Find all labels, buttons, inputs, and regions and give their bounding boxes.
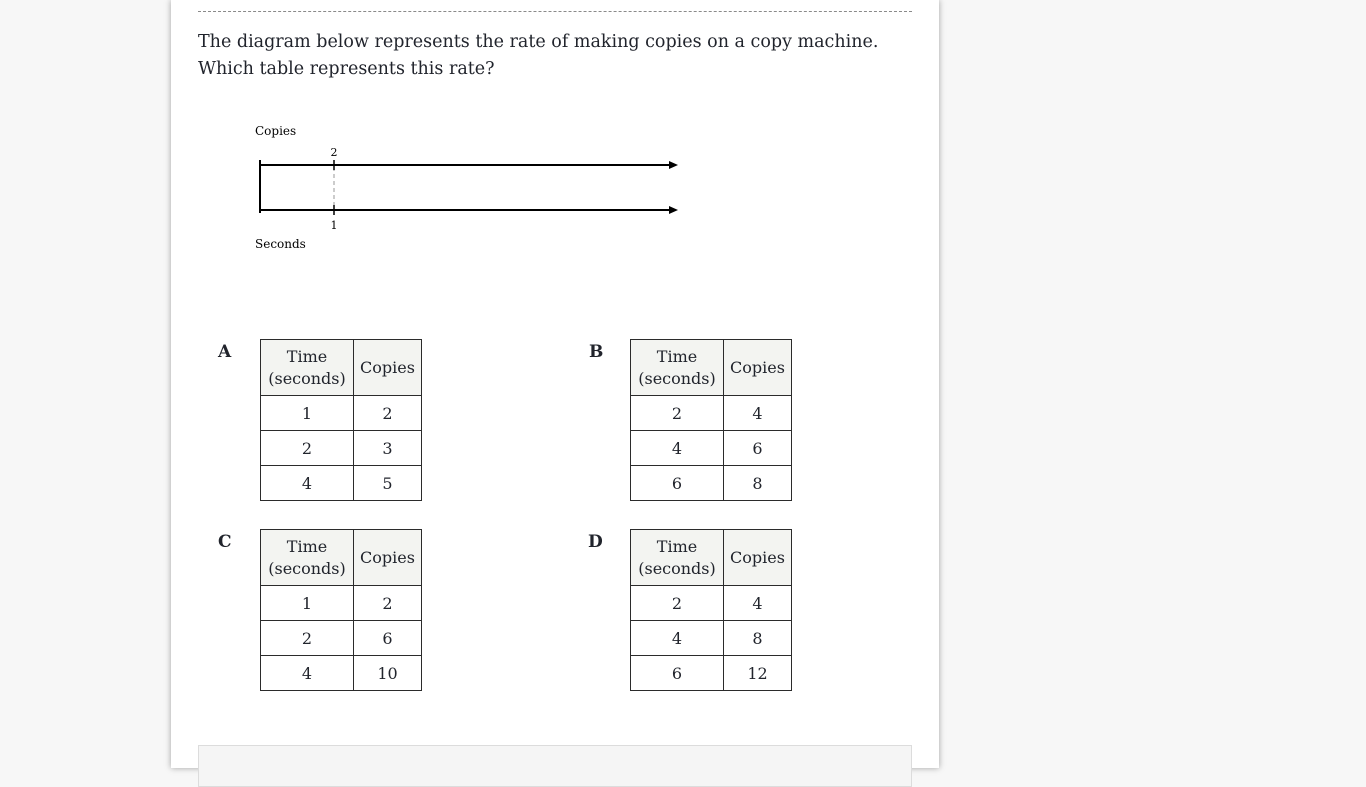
copies-cell: 6 [354, 621, 422, 656]
copies-cell: 4 [724, 396, 792, 431]
time-cell: 4 [631, 431, 724, 466]
header-copies: Copies [724, 530, 792, 586]
choice-b-table [630, 339, 792, 501]
time-cell: 2 [631, 396, 724, 431]
seconds-arrowhead [669, 206, 678, 214]
time-cell: 4 [261, 466, 354, 501]
copies-cell: 8 [724, 466, 792, 501]
table-row [261, 466, 422, 501]
time-cell: 4 [261, 656, 354, 691]
time-cell: 1 [261, 586, 354, 621]
copies-cell: 12 [724, 656, 792, 691]
copies-cell: 5 [354, 466, 422, 501]
copies-cell: 4 [724, 586, 792, 621]
header-copies: Copies [724, 340, 792, 396]
time-cell: 6 [631, 466, 724, 501]
table-row [261, 656, 422, 691]
table-row [631, 621, 792, 656]
header-copies: Copies [354, 530, 422, 586]
copies-cell: 8 [724, 621, 792, 656]
choice-c-table [260, 529, 422, 691]
header-copies: Copies [354, 340, 422, 396]
time-cell: 2 [631, 586, 724, 621]
time-cell: 2 [261, 431, 354, 466]
question-card [171, 0, 939, 768]
choice-d-letter: D [588, 532, 603, 552]
table-row [631, 431, 792, 466]
copies-cell: 10 [354, 656, 422, 691]
choice-a-table [260, 339, 422, 501]
copies-cell: 3 [354, 431, 422, 466]
time-cell: 1 [261, 396, 354, 431]
table-row [631, 396, 792, 431]
table-row [261, 431, 422, 466]
time-cell: 6 [631, 656, 724, 691]
choice-b-letter: B [589, 342, 604, 362]
answer-area[interactable] [198, 745, 912, 787]
choice-c-letter: C [218, 532, 232, 552]
diagram-bottom-label: Seconds [255, 237, 306, 251]
time-cell: 2 [261, 621, 354, 656]
time-cell: 4 [631, 621, 724, 656]
choice-d-table [630, 529, 792, 691]
diagram-top-label: Copies [255, 124, 297, 138]
table-row [261, 621, 422, 656]
diagram-bottom-tick-label: 1 [330, 219, 338, 232]
header-time: Time (seconds) [261, 530, 354, 586]
header-time: Time (seconds) [631, 340, 724, 396]
header-time: Time (seconds) [631, 530, 724, 586]
table-row [261, 396, 422, 431]
copies-cell: 2 [354, 586, 422, 621]
copies-arrowhead [669, 161, 678, 169]
choice-a-letter: A [218, 342, 232, 362]
table-row [631, 466, 792, 501]
table-row [631, 586, 792, 621]
table-row [261, 586, 422, 621]
diagram-top-tick-label: 2 [330, 146, 338, 159]
copies-cell: 6 [724, 431, 792, 466]
header-time: Time (seconds) [261, 340, 354, 396]
copies-cell: 2 [354, 396, 422, 431]
dashed-divider [198, 11, 912, 12]
question-text: The diagram below represents the rate of making copies on a copy machine. Which table represents this rate? [198, 32, 879, 79]
double-number-line-diagram [241, 115, 701, 265]
table-row [631, 656, 792, 691]
